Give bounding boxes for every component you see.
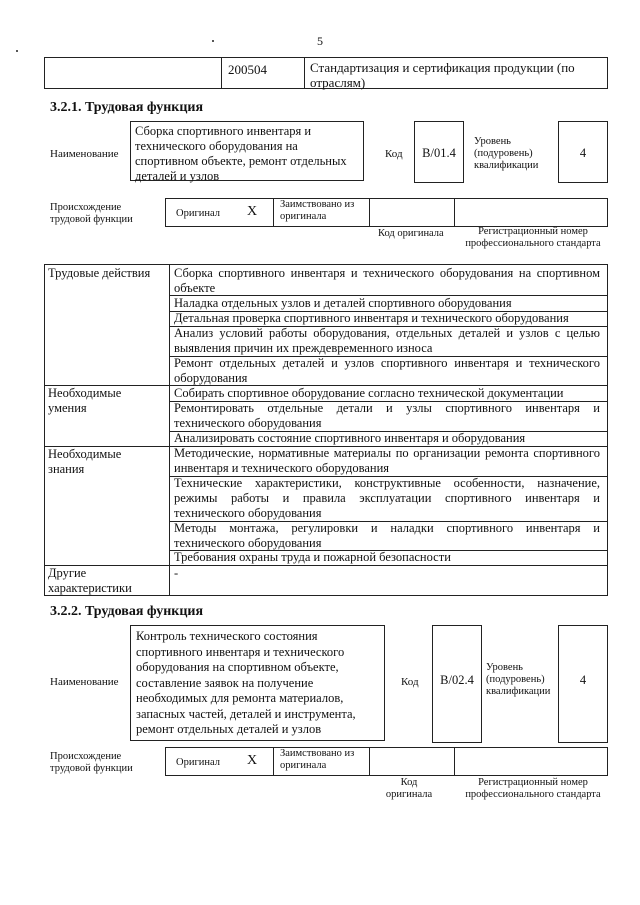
- knowledge-item: Методические, нормативные материалы по организации ремонта спортивного инвентаря и технического оборудования: [174, 446, 600, 475]
- function-name: Сборка спортивного инвентаря и технического оборудования на спортивном объекте, ремонт отдельных деталей и узлов: [135, 124, 347, 183]
- code-original-label: Код оригинала: [378, 228, 444, 239]
- labor-actions-label: Трудовые действия: [48, 266, 151, 280]
- knowledge-item: Методы монтажа, регулировки и наладки спортивного инвентаря и технического оборудования: [174, 521, 600, 550]
- section-heading: 3.2.1. Трудовая функция: [50, 100, 204, 115]
- name-label: Наименование: [50, 148, 119, 160]
- reg-number-label: Регистрационный номер профессионального стандарта: [465, 777, 601, 800]
- function-code: B/01.4: [422, 146, 456, 160]
- code-label: Код: [385, 148, 403, 160]
- section-heading: 3.2.2. Трудовая функция: [50, 604, 204, 619]
- scan-dot: [16, 50, 18, 52]
- knowledge-item: Технические характеристики, конструктивные особенности, назначение, режимы работы и правила эксплуатации спортивного инвентаря и технического оборудования: [174, 476, 600, 520]
- original-mark: X: [247, 753, 258, 768]
- labor-action-item: Ремонт отдельных деталей и узлов спортивного инвентаря и технического оборудования: [174, 356, 600, 385]
- origin-label: Происхождение трудовой функции: [50, 202, 133, 225]
- borrowed-label: Заимствовано из оригинала: [280, 199, 355, 222]
- level-label: Уровень (подуровень) квалификации: [474, 136, 539, 171]
- borrowed-label: Заимствовано из оригинала: [280, 748, 355, 771]
- function-name: Контроль технического состояния спортивного инвентаря и технического оборудования на спортивном объекте, составление заявок на получение необходимых для ремонта материалов, запасных частей, деталей и инструмента, ремонт отдельных деталей и узлов: [136, 629, 356, 736]
- knowledge-label: Необходимые знания: [48, 447, 122, 476]
- function-name-box: [130, 121, 364, 181]
- level-value: 4: [579, 146, 587, 160]
- page-number: 5: [317, 34, 323, 48]
- knowledge-item: Требования охраны труда и пожарной безопасности: [174, 550, 451, 564]
- original-label: Оригинал: [176, 757, 220, 768]
- code-original-label: Код оригинала: [385, 777, 433, 800]
- skill-item: Собирать спортивное оборудование согласно технической документации: [174, 386, 564, 400]
- other-value: -: [174, 566, 179, 580]
- reg-number-label: Регистрационный номер профессионального стандарта: [465, 226, 601, 249]
- labor-action-item: Детальная проверка спортивного инвентаря и технического оборудования: [174, 311, 569, 325]
- function-code: B/02.4: [440, 673, 474, 687]
- code-label: Код: [401, 676, 419, 688]
- name-label: Наименование: [50, 676, 119, 688]
- skills-label: Необходимые умения: [48, 386, 122, 415]
- skill-item: Анализировать состояние спортивного инвентаря и оборудования: [174, 431, 526, 445]
- skill-item: Ремонтировать отдельные детали и узлы спортивного инвентаря и технического оборудования: [174, 401, 600, 430]
- labor-action-item: Наладка отдельных узлов и деталей спортивного оборудования: [174, 296, 512, 310]
- other-label: Другие характеристики: [48, 566, 132, 595]
- origin-label: Происхождение трудовой функции: [50, 751, 133, 774]
- level-value: 4: [579, 673, 587, 687]
- top-row-title: Стандартизация и сертификация продукции (по отраслям): [310, 60, 575, 90]
- top-row-code: 200504: [228, 62, 267, 77]
- scan-dot: [212, 40, 214, 42]
- origin-row: [165, 198, 608, 227]
- labor-action-item: Анализ условий работы оборудования, отдельных деталей и узлов с целью выявления причин их преждевременного износа: [174, 326, 600, 355]
- original-mark: X: [247, 204, 258, 219]
- function-name-box: [130, 625, 385, 741]
- origin-row: [165, 747, 608, 776]
- original-label: Оригинал: [176, 208, 220, 219]
- level-label: Уровень (подуровень) квалификации: [486, 662, 551, 697]
- labor-action-item: Сборка спортивного инвентаря и технического оборудования на спортивном объекте: [174, 266, 600, 295]
